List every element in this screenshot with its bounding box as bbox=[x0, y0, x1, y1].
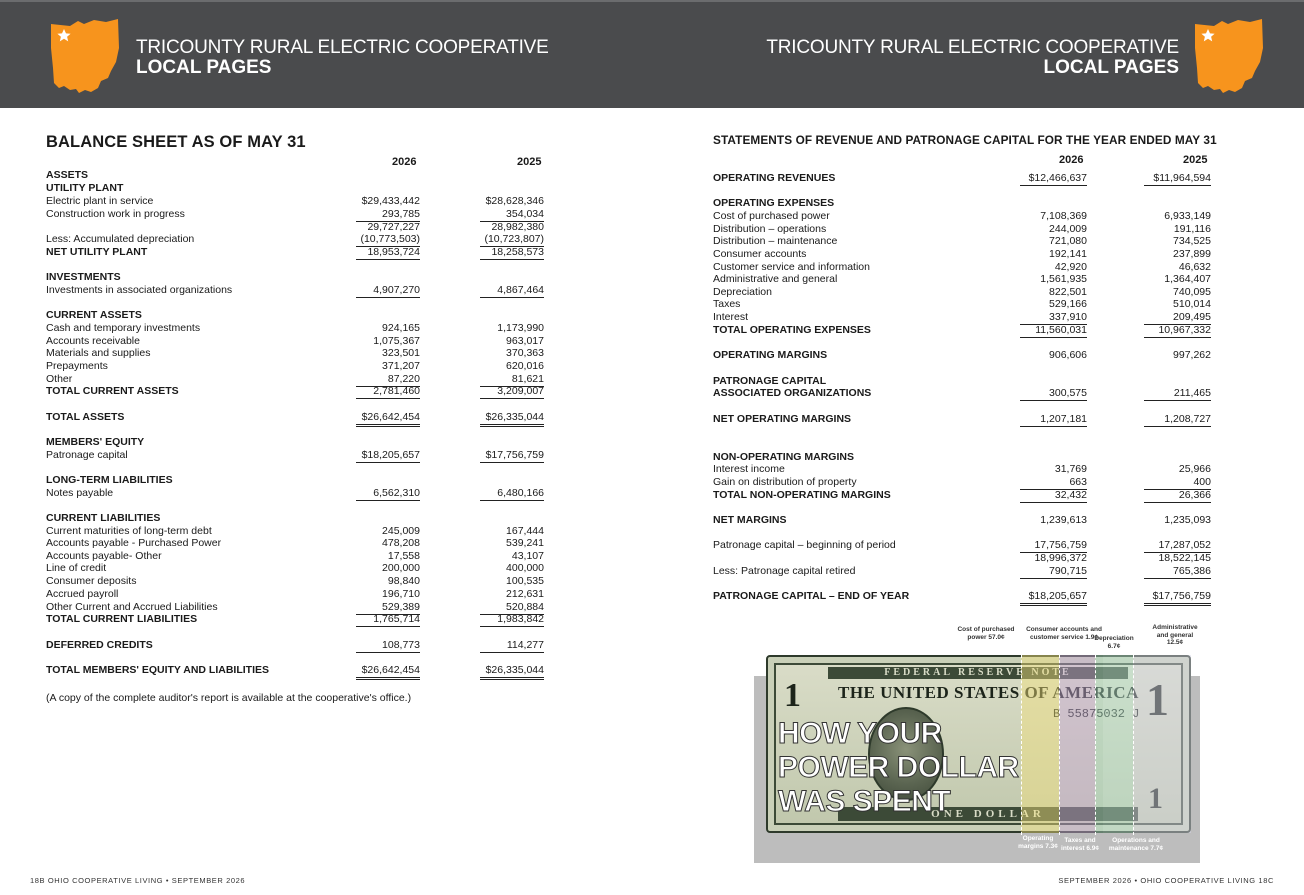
segment-consumer-accounts bbox=[1095, 655, 1103, 833]
year-col-2026: 2026 bbox=[392, 156, 417, 168]
st-label: PATRONAGE CAPITAL – END OF YEAR bbox=[713, 590, 910, 602]
bs-value-2025: 1,983,842 bbox=[480, 613, 544, 627]
footer-left: 18B OHIO COOPERATIVE LIVING • SEPTEMBER 2026 bbox=[30, 876, 246, 885]
bs-label: Other bbox=[46, 373, 73, 385]
segment-admin-operations bbox=[1133, 655, 1191, 833]
caption-taxes-interest: Taxes and interest 6.9¢ bbox=[1061, 837, 1099, 852]
st-value-2026: $12,466,637 bbox=[1020, 172, 1087, 186]
bs-value-2026: 323,501 bbox=[382, 347, 420, 359]
st-label: Distribution – operations bbox=[713, 223, 827, 235]
st-value-2025: 46,632 bbox=[1178, 261, 1211, 273]
st-value-2026: 822,501 bbox=[1049, 286, 1087, 298]
bs-label: TOTAL CURRENT LIABILITIES bbox=[46, 613, 198, 625]
bs-value-2026: 196,710 bbox=[382, 588, 420, 600]
statements-title: STATEMENTS OF REVENUE AND PATRONAGE CAPITAL FOR THE YEAR ENDED MAY 31 bbox=[713, 133, 1217, 147]
st-value-2025: $17,756,759 bbox=[1144, 590, 1211, 606]
st-label: Gain on distribution of property bbox=[713, 476, 857, 488]
caption-operations-maintenance: Operations and maintenance 7.7¢ bbox=[1108, 837, 1164, 852]
bs-label: TOTAL ASSETS bbox=[46, 411, 125, 423]
bs-value-2026: (10,773,503) bbox=[356, 233, 420, 247]
bs-label: NET UTILITY PLANT bbox=[46, 246, 148, 258]
bs-label: TOTAL MEMBERS' EQUITY AND LIABILITIES bbox=[46, 664, 270, 676]
header-coop-name: TRICOUNTY RURAL ELECTRIC COOPERATIVE bbox=[136, 37, 549, 58]
st-label: Depreciation bbox=[713, 286, 772, 298]
bs-value-2025: $26,335,044 bbox=[480, 411, 544, 427]
st-label: NET OPERATING MARGINS bbox=[713, 413, 852, 425]
st-value-2026: 721,080 bbox=[1049, 235, 1087, 247]
bs-value-2026: 17,558 bbox=[387, 550, 420, 562]
st-value-2025: 997,262 bbox=[1173, 349, 1211, 361]
bs-value-2025: 520,884 bbox=[480, 601, 544, 615]
caption-operating-margins: Operating margins 7.3¢ bbox=[1018, 835, 1058, 850]
bs-value-2026: 98,840 bbox=[387, 575, 420, 587]
caption-consumer-accounts: Consumer accounts and customer service 1.9¢ bbox=[1026, 626, 1102, 641]
bill-serial: B 55875032 J bbox=[1053, 707, 1140, 721]
caption-purchased-power: Cost of purchased power 57.0¢ bbox=[957, 626, 1015, 641]
assets-heading: ASSETS bbox=[46, 169, 89, 181]
st-value-2025: 734,525 bbox=[1173, 235, 1211, 247]
st-value-2026: 300,575 bbox=[1020, 387, 1087, 401]
header-title-right bbox=[766, 38, 1179, 78]
header-coop-name: TRICOUNTY RURAL ELECTRIC COOPERATIVE bbox=[766, 37, 1179, 58]
bs-label: Accrued payroll bbox=[46, 588, 119, 600]
bs-value-2026: 478,208 bbox=[382, 537, 420, 549]
bs-value-2025: 4,867,464 bbox=[480, 284, 544, 298]
segment-divider bbox=[1059, 650, 1060, 835]
bs-label: Prepayments bbox=[46, 360, 108, 372]
current-liabilities-heading: CURRENT LIABILITIES bbox=[46, 512, 161, 524]
bs-subtotal-2025: 28,982,380 bbox=[491, 221, 544, 233]
headline-line: POWER DOLLAR bbox=[778, 751, 1019, 784]
segment-taxes-interest bbox=[1059, 655, 1095, 833]
bs-value-2026: 2,781,460 bbox=[356, 385, 420, 399]
st-value-2025: 1,208,727 bbox=[1144, 413, 1211, 427]
st-value-2026: 790,715 bbox=[1020, 565, 1087, 579]
long-term-liabilities-heading: LONG-TERM LIABILITIES bbox=[46, 474, 173, 486]
st-value-2025: 6,933,149 bbox=[1164, 210, 1211, 222]
investments-heading: INVESTMENTS bbox=[46, 271, 121, 283]
bs-value-2026: 4,907,270 bbox=[356, 284, 420, 298]
bill-usa-text: THE UNITED STATES OF AMERICA bbox=[838, 683, 1139, 702]
st-label: Customer service and information bbox=[713, 261, 870, 273]
st-label: Taxes bbox=[713, 298, 741, 310]
bs-label: Investments in associated organizations bbox=[46, 284, 233, 296]
bs-label: Accounts receivable bbox=[46, 335, 140, 347]
bs-value-2025: 620,016 bbox=[506, 360, 544, 372]
st-value-2026: 244,009 bbox=[1049, 223, 1087, 235]
bs-value-2026: 1,075,367 bbox=[373, 335, 420, 347]
segment-margins bbox=[1021, 655, 1059, 833]
utility-plant-heading: UTILITY PLANT bbox=[46, 182, 124, 194]
patronage-capital-heading: PATRONAGE CAPITAL bbox=[713, 375, 827, 387]
year-col-2025: 2025 bbox=[1183, 154, 1208, 166]
st-value-2026: 1,561,935 bbox=[1040, 273, 1087, 285]
bill-corner-numeral: 1 bbox=[1146, 674, 1169, 725]
st-label: NET MARGINS bbox=[713, 514, 787, 526]
bs-value-2025: 6,480,166 bbox=[480, 487, 544, 501]
bs-value-2026: $26,642,454 bbox=[356, 411, 420, 427]
bill-corner-numeral: 1 bbox=[1148, 782, 1163, 815]
bs-value-2026: 18,953,724 bbox=[356, 246, 420, 260]
st-value-2025: $11,964,594 bbox=[1144, 172, 1211, 186]
bs-value-2025: $26,335,044 bbox=[480, 664, 544, 680]
year-col-2026: 2026 bbox=[1059, 154, 1084, 166]
bill-bottom-text: ONE DOLLAR bbox=[931, 808, 1045, 820]
st-value-2026: 1,207,181 bbox=[1020, 413, 1087, 427]
how-your-power-dollar-headline bbox=[778, 717, 1019, 819]
bs-value-2025: 400,000 bbox=[506, 562, 544, 574]
st-value-2026: 7,108,369 bbox=[1040, 210, 1087, 222]
st-value-2026: 663 bbox=[1020, 476, 1087, 490]
balance-sheet-title: BALANCE SHEET AS OF MAY 31 bbox=[46, 133, 306, 151]
st-value-2025: 209,495 bbox=[1144, 311, 1211, 325]
st-value-2025: 211,465 bbox=[1144, 387, 1211, 401]
bs-value-2025: 1,173,990 bbox=[497, 322, 544, 334]
segment-divider bbox=[1021, 650, 1022, 835]
header-title-left bbox=[136, 38, 549, 78]
footer-right: SEPTEMBER 2026 • OHIO COOPERATIVE LIVING 18C bbox=[1058, 876, 1274, 885]
bs-subtotal-2026: 29,727,227 bbox=[367, 221, 420, 233]
st-value-2026: $18,205,657 bbox=[1020, 590, 1087, 606]
bs-value-2025: $17,756,759 bbox=[480, 449, 544, 463]
bs-value-2025: 370,363 bbox=[506, 347, 544, 359]
segment-divider bbox=[1133, 650, 1134, 835]
headline-line: WAS SPENT bbox=[778, 785, 951, 818]
segment-divider bbox=[1095, 650, 1096, 835]
segment-depreciation bbox=[1103, 655, 1133, 833]
bs-value-2026: $18,205,657 bbox=[356, 449, 420, 463]
bs-value-2025: (10,723,807) bbox=[480, 233, 544, 247]
st-subtotal-2026: 18,996,372 bbox=[1034, 552, 1087, 564]
bs-value-2026: $26,642,454 bbox=[356, 664, 420, 680]
auditor-note: (A copy of the complete auditor's report is available at the cooperative's office.) bbox=[46, 692, 412, 704]
st-value-2025: 740,095 bbox=[1173, 286, 1211, 298]
st-value-2026: 337,910 bbox=[1020, 311, 1087, 325]
bs-value-2025: 43,107 bbox=[511, 550, 544, 562]
st-value-2025: 25,966 bbox=[1178, 463, 1211, 475]
st-value-2025: 765,386 bbox=[1144, 565, 1211, 579]
bs-label: Construction work in progress bbox=[46, 208, 185, 220]
st-label: ASSOCIATED ORGANIZATIONS bbox=[713, 387, 872, 399]
headline-line: HOW YOUR bbox=[778, 717, 942, 750]
bs-value-2025: 167,444 bbox=[506, 525, 544, 537]
st-value-2026: 906,606 bbox=[1049, 349, 1087, 361]
st-value-2025: 26,366 bbox=[1144, 489, 1211, 503]
year-col-2025: 2025 bbox=[517, 156, 542, 168]
bs-label: Materials and supplies bbox=[46, 347, 151, 359]
bs-value-2025: 3,209,007 bbox=[480, 385, 544, 399]
st-value-2026: 32,432 bbox=[1020, 489, 1087, 503]
bs-value-2026: 1,765,714 bbox=[356, 613, 420, 627]
bs-value-2026: 87,220 bbox=[356, 373, 420, 387]
bs-label: Electric plant in service bbox=[46, 195, 154, 207]
bs-label: TOTAL CURRENT ASSETS bbox=[46, 385, 179, 397]
st-label: OPERATING REVENUES bbox=[713, 172, 836, 184]
bs-value-2026: 200,000 bbox=[382, 562, 420, 574]
st-value-2026: 31,769 bbox=[1054, 463, 1087, 475]
st-value-2026: 11,560,031 bbox=[1020, 324, 1087, 338]
st-label: Less: Patronage capital retired bbox=[713, 565, 856, 577]
bs-label: Other Current and Accrued Liabilities bbox=[46, 601, 218, 613]
bs-value-2026: 924,165 bbox=[382, 322, 420, 334]
header-local-pages: LOCAL PAGES bbox=[1043, 56, 1179, 78]
header-local-pages: LOCAL PAGES bbox=[136, 56, 272, 78]
st-value-2025: 10,967,332 bbox=[1144, 324, 1211, 338]
bs-value-2025: 212,631 bbox=[506, 588, 544, 600]
st-label: TOTAL OPERATING EXPENSES bbox=[713, 324, 871, 336]
members-equity-heading: MEMBERS' EQUITY bbox=[46, 436, 145, 448]
bs-value-2026: 293,785 bbox=[356, 208, 420, 222]
st-value-2026: 1,239,613 bbox=[1040, 514, 1087, 526]
st-value-2025: 1,235,093 bbox=[1164, 514, 1211, 526]
ohio-map-icon bbox=[48, 18, 120, 96]
caption-depreciation: Depreciation 6.7¢ bbox=[1094, 635, 1134, 650]
bs-value-2025: 114,277 bbox=[480, 639, 544, 653]
st-subtotal-2025: 18,522,145 bbox=[1158, 552, 1211, 564]
st-label: Consumer accounts bbox=[713, 248, 807, 260]
bs-value-2026: 529,389 bbox=[356, 601, 420, 615]
bs-value-2025: 81,621 bbox=[480, 373, 544, 387]
st-value-2025: 1,364,407 bbox=[1164, 273, 1211, 285]
st-value-2025: 400 bbox=[1144, 476, 1211, 490]
bs-label: Accounts payable- Other bbox=[46, 550, 162, 562]
st-value-2026: 192,141 bbox=[1049, 248, 1087, 260]
bs-value-2026: $29,433,442 bbox=[361, 195, 420, 207]
st-value-2025: 17,287,052 bbox=[1144, 539, 1211, 553]
caption-administrative: Administrative and general 12.5¢ bbox=[1152, 624, 1198, 646]
st-value-2026: 529,166 bbox=[1049, 298, 1087, 310]
bs-label: Notes payable bbox=[46, 487, 114, 499]
st-value-2025: 510,014 bbox=[1173, 298, 1211, 310]
bill-corner-numeral: 1 bbox=[784, 677, 801, 714]
bs-value-2025: $28,628,346 bbox=[485, 195, 544, 207]
st-label: Cost of purchased power bbox=[713, 210, 830, 222]
bs-label: Accounts payable - Purchased Power bbox=[46, 537, 222, 549]
bs-value-2025: 18,258,573 bbox=[480, 246, 544, 260]
ohio-map-icon bbox=[1192, 18, 1264, 96]
bs-label: Patronage capital bbox=[46, 449, 128, 461]
bs-label: Consumer deposits bbox=[46, 575, 137, 587]
bs-value-2026: 245,009 bbox=[382, 525, 420, 537]
st-value-2025: 191,116 bbox=[1173, 223, 1211, 235]
st-label: TOTAL NON-OPERATING MARGINS bbox=[713, 489, 891, 501]
st-value-2025: 237,899 bbox=[1173, 248, 1211, 260]
bs-label: Current maturities of long-term debt bbox=[46, 525, 212, 537]
st-label: Patronage capital – beginning of period bbox=[713, 539, 896, 551]
operating-expenses-heading: OPERATING EXPENSES bbox=[713, 197, 835, 209]
power-dollar-graphic bbox=[754, 620, 1200, 863]
bill-top-text: FEDERAL RESERVE NOTE bbox=[884, 667, 1072, 678]
bs-label: Less: Accumulated depreciation bbox=[46, 233, 195, 245]
bs-value-2026: 6,562,310 bbox=[356, 487, 420, 501]
bs-label: Line of credit bbox=[46, 562, 107, 574]
bs-label: Cash and temporary investments bbox=[46, 322, 201, 334]
st-label: Distribution – maintenance bbox=[713, 235, 838, 247]
bs-value-2025: 539,241 bbox=[506, 537, 544, 549]
st-label: Interest bbox=[713, 311, 749, 323]
bs-value-2025: 100,535 bbox=[506, 575, 544, 587]
st-label: Interest income bbox=[713, 463, 785, 475]
bs-value-2026: 108,773 bbox=[356, 639, 420, 653]
bs-value-2025: 354,034 bbox=[480, 208, 544, 222]
bs-value-2026: 371,207 bbox=[382, 360, 420, 372]
current-assets-heading: CURRENT ASSETS bbox=[46, 309, 142, 321]
st-label: OPERATING MARGINS bbox=[713, 349, 828, 361]
st-value-2026: 17,756,759 bbox=[1020, 539, 1087, 553]
non-operating-heading: NON-OPERATING MARGINS bbox=[713, 451, 854, 463]
bs-label: DEFERRED CREDITS bbox=[46, 639, 153, 651]
st-label: Administrative and general bbox=[713, 273, 838, 285]
bs-value-2025: 963,017 bbox=[506, 335, 544, 347]
st-value-2026: 42,920 bbox=[1054, 261, 1087, 273]
